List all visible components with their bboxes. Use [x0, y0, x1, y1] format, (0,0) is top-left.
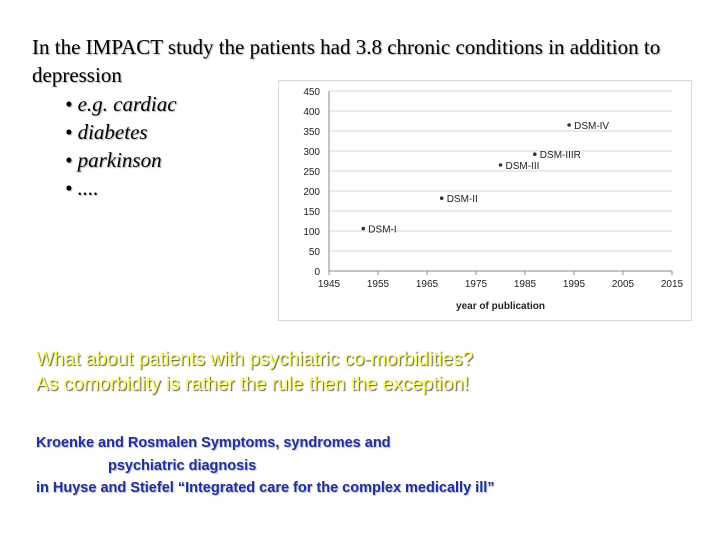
- x-tick-label: 2015: [660, 279, 684, 290]
- bullet-ellipsis: • ....: [65, 176, 99, 200]
- data-point-dsm-iiir: [533, 152, 537, 156]
- dsm-chart: [278, 80, 692, 321]
- y-tick-label: 150: [303, 207, 320, 218]
- data-label-dsm-iv: DSM-IV: [574, 121, 610, 132]
- data-label-dsm-iii: DSM-III: [505, 161, 540, 172]
- x-tick-label: 1995: [562, 279, 586, 290]
- y-tick-label: 450: [303, 87, 320, 98]
- x-tick-label: 1945: [317, 279, 341, 290]
- y-tick-label: 200: [303, 187, 320, 198]
- y-tick-label: 400: [303, 107, 320, 118]
- x-tick-label: 2005: [611, 279, 635, 290]
- reference-line-3: in Huyse and Stiefel “Integrated care for the complex medically ill”: [36, 480, 495, 496]
- y-tick-label: 250: [303, 167, 320, 178]
- reference-line-1: Kroenke and Rosmalen Symptoms, syndromes and: [36, 435, 391, 451]
- data-label-dsm-iiir: DSM-IIIR: [539, 150, 581, 162]
- x-tick-label: 1955: [366, 279, 390, 290]
- slide-title: In the IMPACT study the patients had 3.8 chronic conditions in addition to depression: [32, 35, 661, 87]
- y-tick-label: 300: [303, 147, 320, 158]
- bullet-diabetes: • diabetes: [65, 120, 148, 144]
- y-tick-label: 100: [303, 227, 320, 238]
- y-tick-label: 50: [308, 247, 320, 258]
- y-tick-label: 0: [314, 267, 320, 278]
- y-tick-label: 350: [303, 127, 320, 138]
- chart-svg: [279, 81, 691, 320]
- x-tick-label: 1985: [513, 279, 537, 290]
- data-label-dsm-ii: DSM-II: [446, 194, 478, 206]
- question-line-1: What about patients with psychiatric co-morbidities?: [36, 349, 474, 370]
- bullet-cardiac: • e.g. cardiac: [65, 92, 177, 116]
- bullet-parkinson: • parkinson: [65, 148, 162, 172]
- x-tick-label: 1975: [464, 279, 488, 290]
- data-point-dsm-iv: [567, 123, 571, 127]
- question-line-2: As comorbidity is rather the rule then the exception!: [36, 374, 470, 395]
- data-label-dsm-i: DSM-I: [368, 224, 397, 236]
- x-axis-title: year of publication: [456, 301, 545, 312]
- reference-line-2: psychiatric diagnosis: [108, 458, 257, 474]
- data-point-dsm-i: [362, 227, 366, 231]
- data-point-dsm-ii: [440, 196, 444, 200]
- x-tick-label: 1965: [415, 279, 439, 290]
- data-point-dsm-iii: [499, 163, 503, 167]
